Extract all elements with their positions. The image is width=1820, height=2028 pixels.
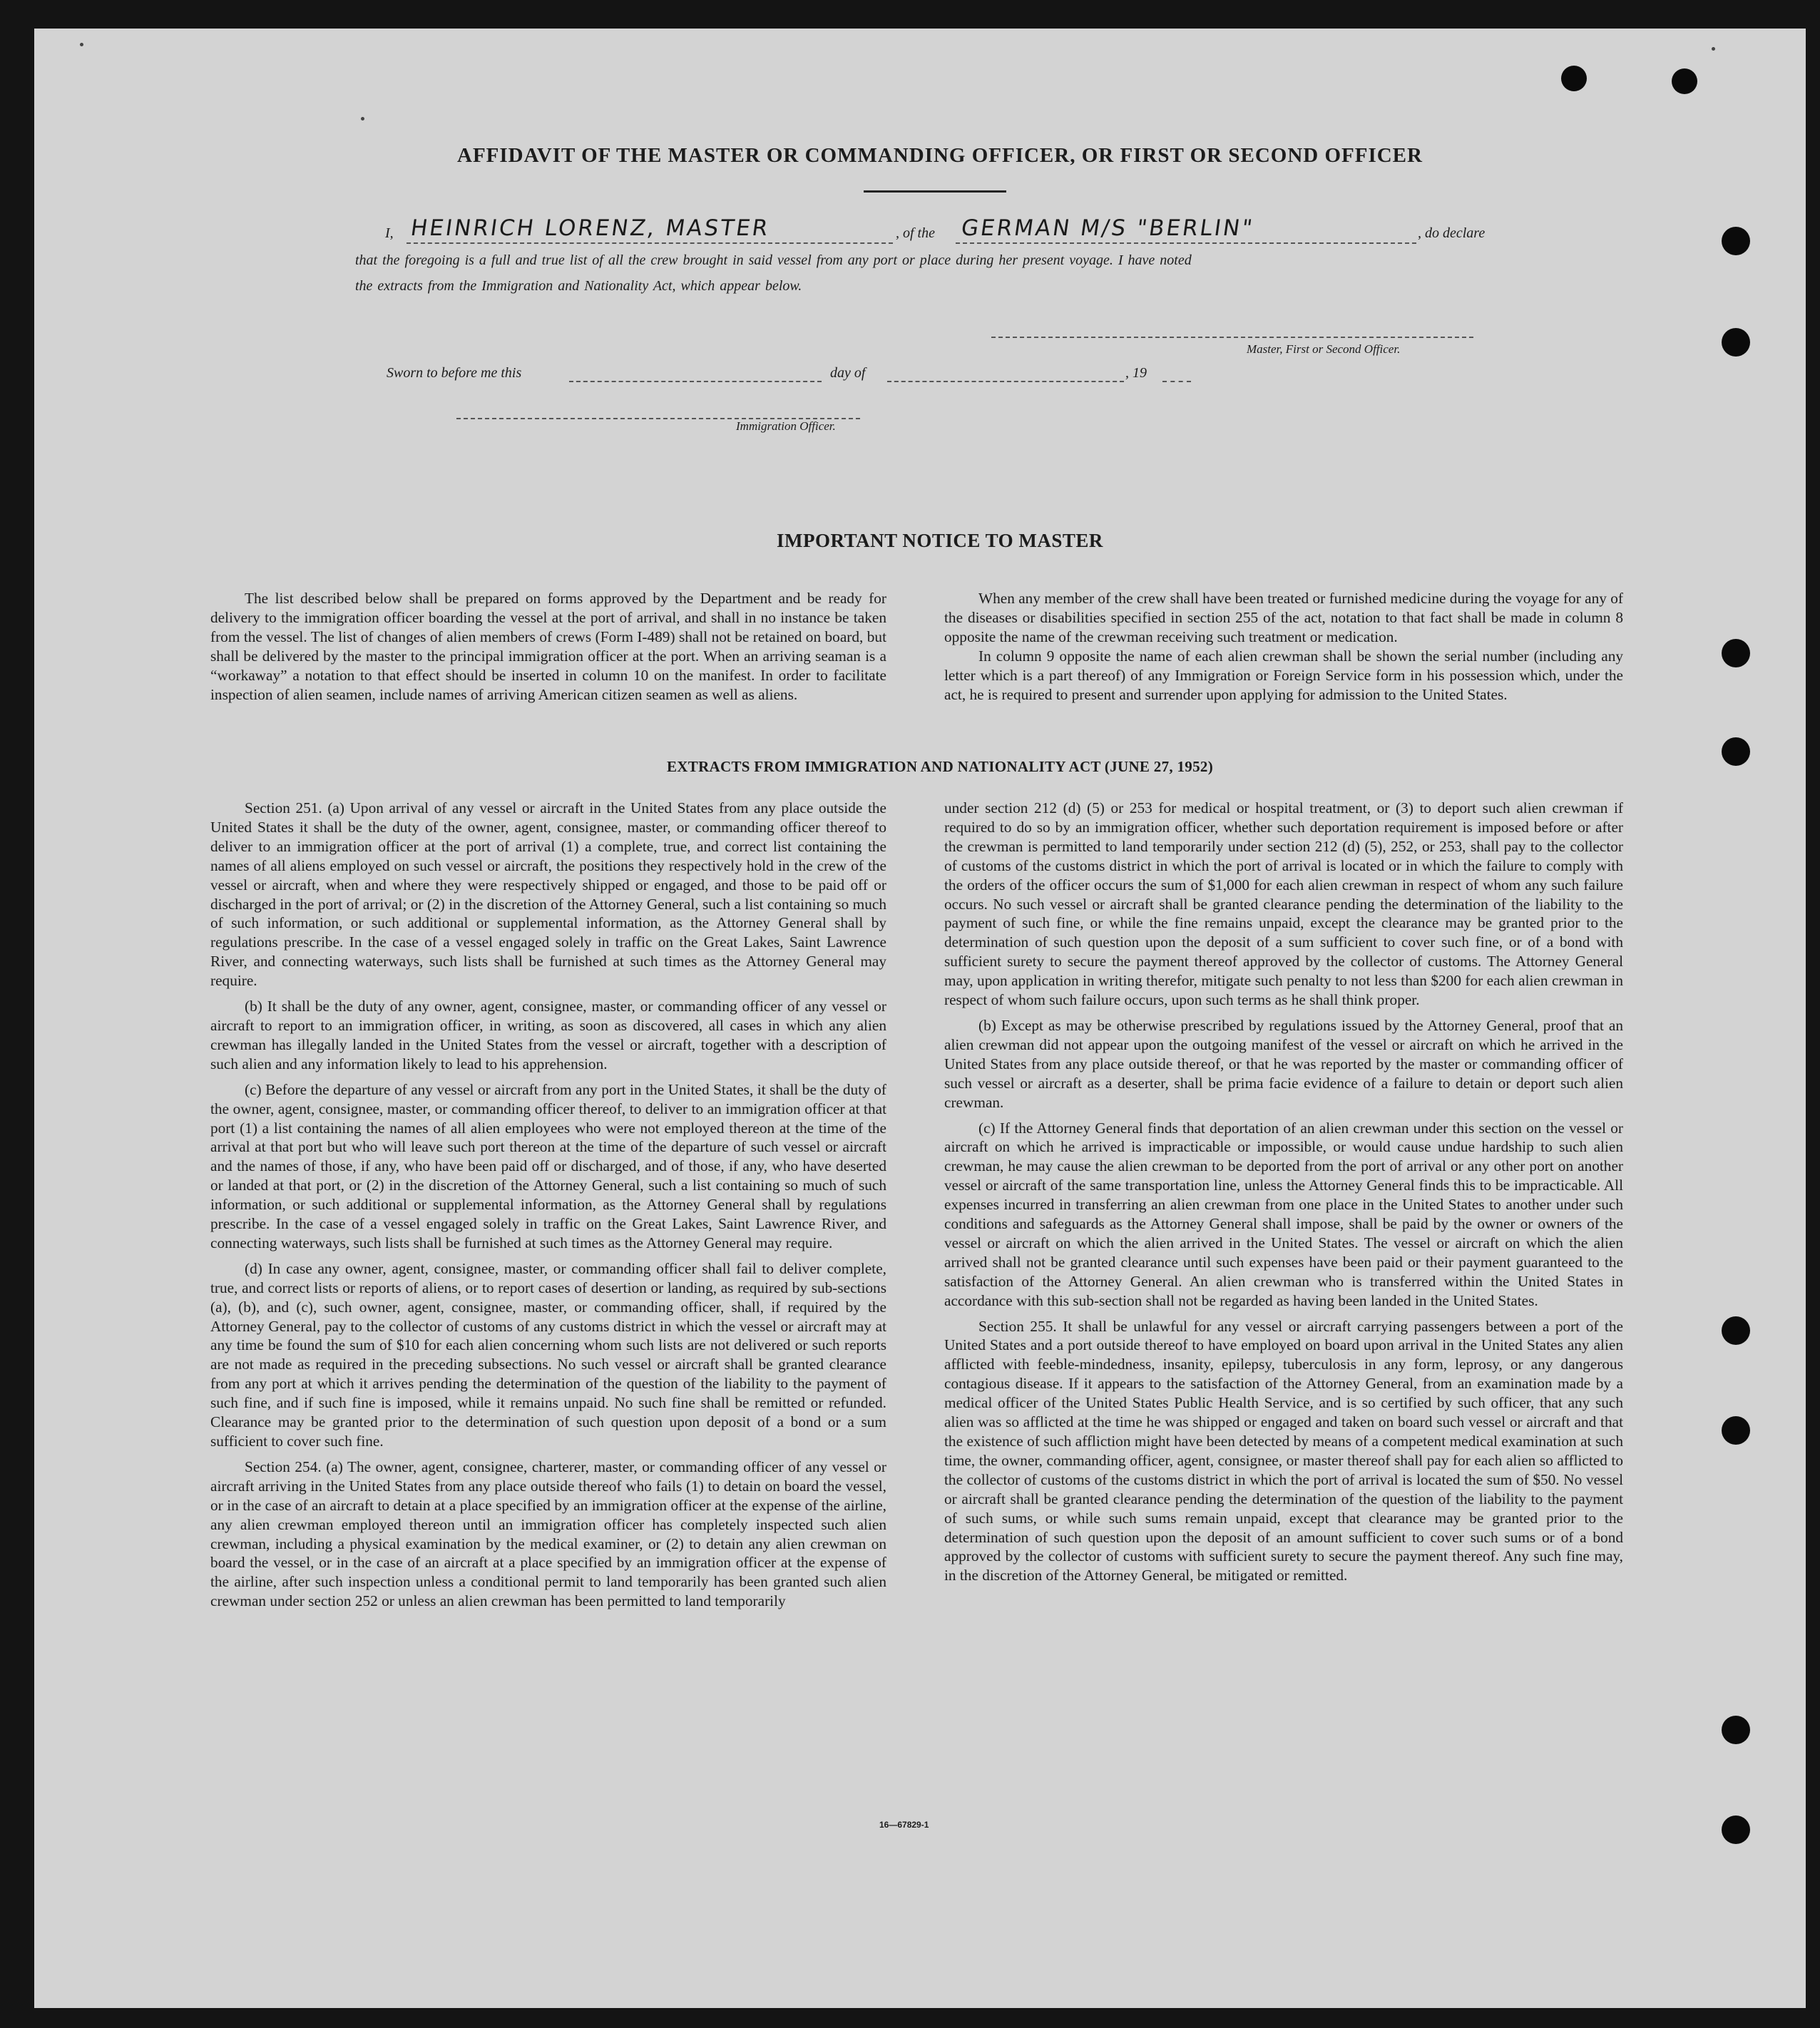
section-254b-paragraph: (b) Except as may be otherwise prescribed by regulations issued by the Attorney General, proof that an alien crewman did not appear upon the outgoing manifest of the vessel or aircraft on which he arrived in the United States from any place outside thereof, or that he was reported by the master or commanding officer of such vessel or aircraft as a deserter, shall be prima facie evidence of a failure to detain or deport such alien crewman. [944, 1016, 1623, 1111]
vessel-name: GERMAN M/S "BERLIN" [959, 215, 1256, 241]
punch-hole [1722, 227, 1750, 255]
of-the-label: , of the [896, 225, 935, 241]
punch-hole [1722, 1316, 1750, 1345]
affidavit-title: AFFIDAVIT OF THE MASTER OR COMMANDING OFFICER, OR FIRST OR SECOND OFFICER [457, 144, 1423, 167]
sworn-year-line [1162, 381, 1191, 382]
punch-hole [1722, 1716, 1750, 1744]
punch-hole [1722, 639, 1750, 667]
section-251a-paragraph: Section 251. (a) Upon arrival of any vessel or aircraft in the United States from any place outside the United States it shall be the duty of the owner, agent, consignee, master, or commanding officer thereof to deliver to an immigration officer at the port of arrival (1) a complete, true, and correct list containing the names of all aliens employed on such vessel or aircraft, the positions they respectively hold in the crew of the vessel or aircraft, when and where they were respectively shipped or engaged, and those to be paid off or discharged in the port of arrival; or (2) in the discretion of the Attorney General, such a list containing so much of such information, or such additional or supplemental information, as the Attorney General shall by regulations prescribe. In the case of a vessel engaged solely in traffic on the Great Lakes, Saint Lawrence River, and connecting waterways, such lists shall be furnished at such times as the Attorney General may require. [210, 799, 886, 990]
notice-paragraph: In column 9 opposite the name of each alien crewman shall be shown the serial number (including any letter which is a part thereof) of any Immigration or Foreign Service form in his possession which, under the act, he is required to present and surrender upon applying for admission to the United States. [944, 647, 1623, 703]
punch-hole [1722, 1816, 1750, 1844]
extracts-title: EXTRACTS FROM IMMIGRATION AND NATIONALITY ACT (JUNE 27, 1952) [667, 758, 1213, 775]
signature-line [991, 337, 1473, 338]
do-declare-label: , do declare [1418, 225, 1486, 241]
notice-paragraph: The list described below shall be prepared on forms approved by the Department and be ready for delivery to the immigration officer boarding the vessel at the port of arrival, and shall in no instance be taken from the vessel. The list of changes of alien members of crews (Form I-489) shall not be retained on board, but shall be delivered by the master to the principal immigration officer at the port. When an arriving seaman is a “workaway” a notation to that effect should be inserted in column 10 on the manifest. In order to facilitate inspection of alien seamen, include names of arriving American citizen seamen as well as aliens. [210, 590, 886, 703]
notice-right-column [944, 589, 1623, 704]
declaration-line-2: the extracts from the Immigration and Nationality Act, which appear below. [355, 278, 802, 294]
form-number: 16—67829-1 [879, 1820, 929, 1830]
punch-hole [1722, 328, 1750, 357]
sworn-month-line [887, 381, 1124, 382]
punch-hole [1561, 66, 1587, 91]
officer-label: Immigration Officer. [736, 419, 836, 433]
day-of-label: day of [830, 365, 866, 381]
section-255-paragraph: Section 255. It shall be unlawful for any vessel or aircraft carrying passengers between a port of the United States and a port outside thereof to have employed on board upon arrival in the United States any alien afflicted with feeble-mindedness, insanity, epilepsy, tuberculosis in any form, leprosy, or any dangerous contagious disease. If it appears to the satisfaction of the Attorney General, from an examination made by a medical officer of the United States Public Health Service, and is so certified by such officer, that any such alien was so afflicted at the time he was shipped or engaged and taken on board such vessel or aircraft and that the existence of such affliction might have been detected by means of a competent medical examination at such time, the owner, commanding officer, agent, consignee, or master thereof shall pay for each alien so afflicted to the collector of customs of the customs district in which the port of arrival is located the sum of $50. No vessel or aircraft shall be granted clearance pending the determination of the question of the liability to the payment of such sums, or while such sums remain unpaid, except that clearance may be granted prior to the determination of such question upon the deposit of an amount sufficient to cover such sums or of a bond approved by the collector of customs with sufficient surety to secure the payment thereof. Any such fine may, in the discretion of the Attorney General, be mitigated or remitted. [944, 1317, 1623, 1584]
notice-paragraph: When any member of the crew shall have been treated or furnished medicine during the voyage for any of the diseases or disabilities specified in section 255 of the act, notation to that fact shall be made in column 8 opposite the name of the crewman receiving such treatment or medication. [944, 590, 1623, 645]
declarant-name: HEINRICH LORENZ, MASTER [409, 215, 772, 241]
declarant-prefix: I, [385, 225, 394, 241]
speck [80, 43, 83, 46]
sworn-day-line [569, 381, 822, 382]
speck [361, 117, 364, 121]
punch-hole [1672, 68, 1697, 94]
declaration-line-1: that the foregoing is a full and true list of all the crew brought in said vessel from any port or place during her present voyage. I have noted [355, 252, 1192, 268]
title-rule [864, 190, 1006, 193]
signature-label: Master, First or Second Officer. [1247, 342, 1401, 356]
notice-title: IMPORTANT NOTICE TO MASTER [777, 530, 1103, 551]
section-251c-paragraph: (c) Before the departure of any vessel or aircraft from any port in the United States, it shall be the duty of the owner, agent, consignee, master, or commanding officer thereof, to deliver to an immigration officer at that port (1) a list containing the names of all alien employees who were not employed thereon at the time of the arrival at that port but who will leave such port thereon at the time of the departure of such vessel or aircraft and the names of those, if any, who have been paid off or discharged, and of those, if any, who have deserted or landed at that port, or (2) in the discretion of the Attorney General, such a list containing so much of such information, or such additional or supplemental information, as the Attorney General shall by regulations prescribe. In the case of a vessel engaged solely in traffic on the Great Lakes, Saint Lawrence River, and connecting waterways, such lists shall be furnished at such times as the Attorney General may require. [210, 1080, 886, 1251]
section-254a-paragraph: Section 254. (a) The owner, agent, consignee, charterer, master, or commanding officer of any vessel or aircraft arriving in the United States from any place outside thereof who fails (1) to detain on board the vessel, or in the case of an aircraft to detain at a place specified by an immigration officer at the expense of the airline, any alien crewman employed thereon until an immigration officer has completely inspected such alien crewman, including a physical examination by the medical examiner, or (2) to detain any alien crewman on board the vessel, or in the case of an aircraft at a place specified by an immigration officer at the expense of the airline, after such inspection unless a conditional permit to land temporarily has been granted such alien crewman under section 252 or unless an alien crewman has been permitted to land temporarily [210, 1458, 886, 1610]
year-label: , 19 [1125, 365, 1147, 381]
section-251b-paragraph: (b) It shall be the duty of any owner, agent, consignee, master, or commanding officer of any vessel or aircraft to report to an immigration officer, in writing, as soon as discovered, all cases in which any alien crewman has illegally landed in the United States from the vessel or aircraft, together with a description of such alien and any information likely to lead to his apprehension. [210, 998, 886, 1072]
notice-left-column [210, 589, 886, 704]
punch-hole [1722, 1416, 1750, 1445]
section-254c-paragraph: (c) If the Attorney General finds that deportation of an alien crewman under this section on the vessel or aircraft on which he arrived is impracticable or impossible, or would cause undue hardship to such alien crewman, he may cause the alien crewman to be deported from the port of arrival or any other port on another vessel or aircraft of the same transportation line, unless the Attorney General finds this to be impracticable. All expenses incurred in transferring an alien crewman from one place in the United States to another under such conditions and safeguards as the Attorney General shall impose, shall be paid by the owner or owners of the vessel or aircraft on which the alien arrived in the United States. The vessel or aircraft on which the alien arrived shall not be granted clearance until such expenses have been paid or their payment guaranteed to the satisfaction of the Attorney General. An alien crewman who is transferred within the United States in accordance with this sub-section shall not be regarded as having been landed in the United States. [944, 1119, 1623, 1309]
name-line [407, 242, 893, 244]
sworn-label: Sworn to before me this [387, 365, 522, 381]
document-page [34, 29, 1806, 2008]
vessel-line [956, 242, 1416, 244]
extracts-left-column [210, 799, 886, 1611]
extracts-right-column [944, 799, 1623, 1585]
section-254a-continued-paragraph: under section 212 (d) (5) or 253 for medical or hospital treatment, or (3) to deport such alien crewman if required to do so by an immigration officer, whether such deportation requirement is imposed before or after the crewman is permitted to land temporarily under section 212 (d) (5), 252, or 253, shall pay to the collector of customs of the customs district in which the port of arrival is located or in which the failure to comply with the orders of the officer occurs the sum of $1,000 for each alien crewman in respect of whom any such failure occurs. No such vessel or aircraft shall be granted clearance pending the determination of the liability to the payment of such fine, or while the fine remains unpaid, except the clearance may be granted prior to the determination of such question upon the deposit of a sum sufficient to cover such fine, or of a bond with sufficient surety to secure the payment thereof approved by the collector of customs. The Attorney General may, upon application in writing therefor, mitigate such penalty to not less than $200 for each alien crewman in respect of whom such failure occurs, upon such terms as he shall think proper. [944, 799, 1623, 1009]
section-251d-paragraph: (d) In case any owner, agent, consignee, master, or commanding officer shall fail to deliver complete, true, and correct lists or reports of aliens, or to report cases of desertion or landing, as required by sub-sections (a), (b), and (c), such owner, agent, consignee, master, or commanding officer, shall, if required by the Attorney General, pay to the collector of customs of any customs district in which the vessel or aircraft may at any time be found the sum of $10 for each alien concerning whom such lists are not delivered or such reports are not made as required in the preceding subsections. No such vessel or aircraft shall be granted clearance from any port at which it arrives pending the determination of the question of the liability to the payment of such fine, and if such fine is imposed, while it remains unpaid. No such fine shall be remitted or refunded. Clearance may be granted prior to the determination of such question upon deposit of a bond or a sum sufficient to cover such fine. [210, 1259, 886, 1450]
speck [1712, 47, 1715, 51]
